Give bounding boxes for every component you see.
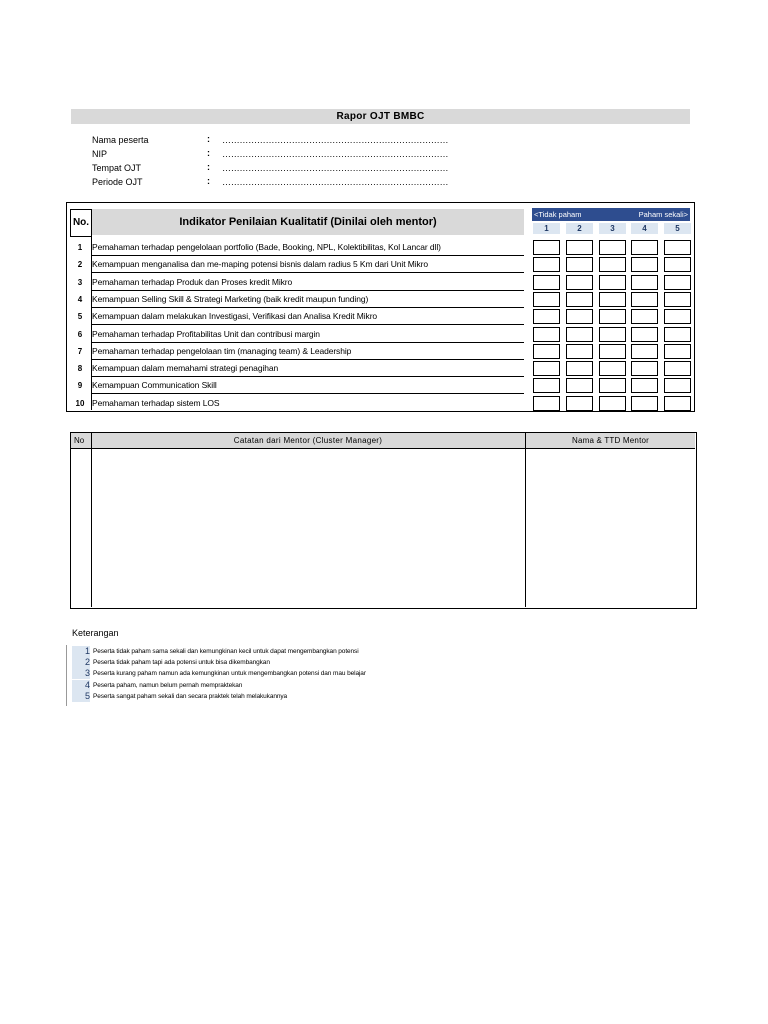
indicator-row-text: Kemampuan dalam melakukan Investigasi, Verifikasi dan Analisa Kredit Mikro <box>92 311 378 322</box>
field-colon: : <box>207 176 210 186</box>
indicator-row-number: 5 <box>77 312 83 322</box>
indicator-row-text: Kemampuan menganalisa dan me-maping potensi bisnis dalam radius 5 Km dari Unit Mikro <box>92 259 429 270</box>
score-box-2[interactable] <box>566 344 593 359</box>
score-box-1[interactable] <box>533 240 560 255</box>
legend-number: 5 <box>72 691 90 702</box>
field-label-period: Periode OJT <box>92 177 143 187</box>
score-box-3[interactable] <box>599 275 626 290</box>
score-box-4[interactable] <box>631 378 658 393</box>
score-box-4[interactable] <box>631 240 658 255</box>
field-value-name[interactable]: …………………………………………………………………… <box>222 135 449 145</box>
notes-divider-mentor <box>525 433 526 607</box>
indicator-row-number: 2 <box>77 260 83 270</box>
field-label-name: Nama peserta <box>92 135 149 145</box>
score-box-3[interactable] <box>599 309 626 324</box>
score-box-5[interactable] <box>664 275 691 290</box>
legend-title: Keterangan <box>72 628 119 638</box>
legend-divider <box>66 645 67 706</box>
indicator-row-text: Pemahaman terhadap pengelolaan portfolio (Bade, Booking, NPL, Kolektibilitas, Kol Lancar dll) <box>92 242 441 252</box>
score-box-5[interactable] <box>664 327 691 342</box>
indicator-row-number: 6 <box>77 329 83 339</box>
scale-bar <box>532 208 690 221</box>
indicator-row-text: Kemampuan Communication Skill <box>92 380 217 391</box>
score-box-5[interactable] <box>664 344 691 359</box>
indicator-row-number: 10 <box>75 398 85 408</box>
indicator-row-line <box>92 411 524 412</box>
indicator-row-line <box>92 290 524 291</box>
indicator-row-number: 1 <box>77 243 83 252</box>
notes-header: Catatan dari Mentor (Cluster Manager) <box>233 436 383 445</box>
legend-number: 1 <box>72 646 90 657</box>
score-box-3[interactable] <box>599 240 626 255</box>
mentor-signature-area[interactable] <box>527 450 693 605</box>
indicator-row-text: Pemahaman terhadap Produk dan Proses kredit Mikro <box>92 276 293 287</box>
indicator-no-header: No. <box>70 209 92 237</box>
indicator-row-number: 9 <box>77 381 83 391</box>
score-box-5[interactable] <box>664 396 691 411</box>
scale-right-label: Paham sekali> <box>638 210 688 219</box>
indicator-row-line <box>92 324 524 325</box>
score-box-4[interactable] <box>631 361 658 376</box>
score-box-3[interactable] <box>599 292 626 307</box>
score-box-5[interactable] <box>664 292 691 307</box>
scale-number: 5 <box>664 223 691 234</box>
score-box-2[interactable] <box>566 292 593 307</box>
score-box-2[interactable] <box>566 275 593 290</box>
score-box-5[interactable] <box>664 361 691 376</box>
legend-number: 4 <box>72 680 90 691</box>
field-colon: : <box>207 148 210 158</box>
score-box-1[interactable] <box>533 275 560 290</box>
indicator-header: Indikator Penilaian Kualitatif (Dinilai oleh mentor) <box>92 209 524 235</box>
field-colon: : <box>207 162 210 172</box>
indicator-row-text: Pemahaman terhadap pengelolaan tim (managing team) & Leadership <box>92 345 352 356</box>
score-box-4[interactable] <box>631 327 658 342</box>
indicator-row-line <box>92 393 524 394</box>
score-box-1[interactable] <box>533 257 560 272</box>
notes-divider-no <box>91 433 92 607</box>
field-colon: : <box>207 134 210 144</box>
scale-number: 2 <box>566 223 593 234</box>
indicator-row-number: 7 <box>77 346 83 356</box>
page-title: Rapor OJT BMBC <box>71 109 690 124</box>
indicator-row-line <box>92 272 524 273</box>
score-box-5[interactable] <box>664 309 691 324</box>
indicator-row-text: Kemampuan dalam memahami strategi penagihan <box>92 363 279 374</box>
field-value-period[interactable]: …………………………………………………………………… <box>222 177 449 187</box>
score-box-3[interactable] <box>599 361 626 376</box>
field-label-nip: NIP <box>92 149 108 159</box>
score-box-3[interactable] <box>599 344 626 359</box>
score-box-1[interactable] <box>533 361 560 376</box>
score-box-1[interactable] <box>533 309 560 324</box>
indicator-row-line <box>92 255 524 256</box>
score-box-2[interactable] <box>566 240 593 255</box>
score-box-5[interactable] <box>664 257 691 272</box>
score-box-4[interactable] <box>631 396 658 411</box>
legend-text: Peserta tidak paham tapi ada potensi untuk bisa dikembangkan <box>93 659 270 667</box>
score-box-2[interactable] <box>566 257 593 272</box>
indicator-row-number: 3 <box>77 277 83 287</box>
score-box-3[interactable] <box>599 257 626 272</box>
legend-number: 2 <box>72 657 90 668</box>
score-box-3[interactable] <box>599 378 626 393</box>
legend-text: Peserta sangat paham sekali dan secara praktek telah melakukannya <box>93 692 288 700</box>
indicator-row-text: Kemampuan Selling Skill & Strategi Marketing (baik kredit maupun funding) <box>92 293 369 304</box>
legend-text: Peserta kurang paham namun ada kemungkinan untuk mengembangkan potensi dan mau belajar <box>93 670 366 678</box>
indicator-row-line <box>92 307 524 308</box>
score-box-1[interactable] <box>533 378 560 393</box>
scale-number: 3 <box>599 223 626 234</box>
score-box-2[interactable] <box>566 327 593 342</box>
score-box-2[interactable] <box>566 361 593 376</box>
legend-number: 3 <box>72 668 90 679</box>
indicator-row-line <box>92 342 524 343</box>
field-value-nip[interactable]: …………………………………………………………………… <box>222 149 449 159</box>
indicator-row-line <box>92 359 524 360</box>
legend-text: Peserta paham, namun belum pernah mempraktekan <box>93 681 243 689</box>
score-box-4[interactable] <box>631 344 658 359</box>
scale-number: 1 <box>533 223 560 234</box>
score-box-4[interactable] <box>631 275 658 290</box>
indicator-row-text: Pemahaman terhadap sistem LOS <box>92 397 220 408</box>
score-box-1[interactable] <box>533 327 560 342</box>
indicator-row-text: Pemahaman terhadap Profitabilitas Unit dan contribusi margin <box>92 328 320 339</box>
score-box-2[interactable] <box>566 396 593 411</box>
score-box-4[interactable] <box>631 309 658 324</box>
score-box-2[interactable] <box>566 378 593 393</box>
legend-text: Peserta tidak paham sama sekali dan kemungkinan kecil untuk dapat mengembangkan potensi <box>93 648 359 655</box>
field-value-place[interactable]: …………………………………………………………………… <box>222 163 449 173</box>
score-box-4[interactable] <box>631 257 658 272</box>
indicator-row-line <box>92 376 524 377</box>
score-box-3[interactable] <box>599 396 626 411</box>
score-box-1[interactable] <box>533 396 560 411</box>
field-label-place: Tempat OJT <box>92 163 142 173</box>
score-box-1[interactable] <box>533 292 560 307</box>
indicator-row-number: 8 <box>77 364 83 374</box>
scale-number: 4 <box>631 223 658 234</box>
score-box-5[interactable] <box>664 378 691 393</box>
scale-left-label: <Tidak paham <box>534 210 582 219</box>
notes-no-header: No <box>74 436 85 445</box>
notes-area[interactable] <box>93 450 523 605</box>
mentor-header: Nama & TTD Mentor <box>571 436 650 445</box>
score-box-2[interactable] <box>566 309 593 324</box>
score-box-3[interactable] <box>599 327 626 342</box>
score-box-5[interactable] <box>664 240 691 255</box>
score-box-4[interactable] <box>631 292 658 307</box>
indicator-row-number: 4 <box>77 294 83 304</box>
score-box-1[interactable] <box>533 344 560 359</box>
